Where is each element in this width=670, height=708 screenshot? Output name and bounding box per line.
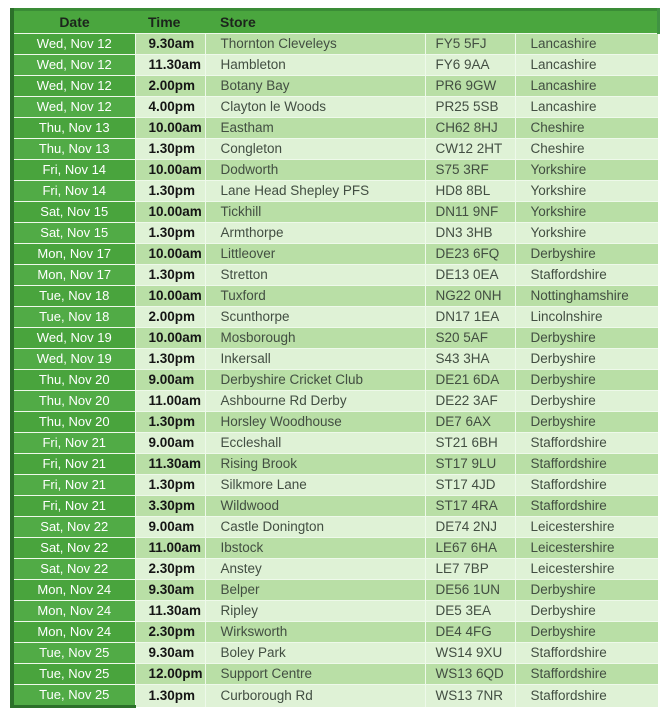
date-cell: Mon, Nov 24 bbox=[12, 601, 135, 622]
time-cell: 11.00am bbox=[135, 391, 205, 412]
time-cell: 3.30pm bbox=[135, 496, 205, 517]
table-row bbox=[12, 454, 658, 475]
county-cell: Derbyshire bbox=[515, 580, 658, 601]
county-cell: Cheshire bbox=[515, 139, 658, 160]
postcode-cell: DE23 6FQ bbox=[425, 244, 515, 265]
postcode-cell: S75 3RF bbox=[425, 160, 515, 181]
date-cell: Thu, Nov 20 bbox=[12, 370, 135, 391]
postcode-cell: ST17 4JD bbox=[425, 475, 515, 496]
table-row bbox=[12, 181, 658, 202]
county-cell: Staffordshire bbox=[515, 643, 658, 664]
store-cell: Eccleshall bbox=[205, 433, 425, 454]
date-cell: Mon, Nov 17 bbox=[12, 265, 135, 286]
date-cell: Mon, Nov 17 bbox=[12, 244, 135, 265]
postcode-cell: DN11 9NF bbox=[425, 202, 515, 223]
postcode-cell: NG22 0NH bbox=[425, 286, 515, 307]
store-cell: Clayton le Woods bbox=[205, 97, 425, 118]
time-cell: 4.00pm bbox=[135, 97, 205, 118]
table-row bbox=[12, 412, 658, 433]
store-cell: Tickhill bbox=[205, 202, 425, 223]
time-cell: 2.00pm bbox=[135, 76, 205, 97]
time-cell: 9.00am bbox=[135, 517, 205, 538]
store-cell: Inkersall bbox=[205, 349, 425, 370]
date-cell: Sat, Nov 22 bbox=[12, 559, 135, 580]
table-row bbox=[12, 139, 658, 160]
postcode-cell: DE22 3AF bbox=[425, 391, 515, 412]
county-cell: Staffordshire bbox=[515, 433, 658, 454]
header-store: Store bbox=[205, 10, 425, 34]
postcode-cell: PR25 5SB bbox=[425, 97, 515, 118]
county-cell: Lancashire bbox=[515, 55, 658, 76]
table-row bbox=[12, 118, 658, 139]
store-cell: Scunthorpe bbox=[205, 307, 425, 328]
time-cell: 11.30am bbox=[135, 454, 205, 475]
store-cell: Stretton bbox=[205, 265, 425, 286]
postcode-cell: WS14 9XU bbox=[425, 643, 515, 664]
date-cell: Fri, Nov 21 bbox=[12, 496, 135, 517]
time-cell: 9.00am bbox=[135, 433, 205, 454]
postcode-cell: LE7 7BP bbox=[425, 559, 515, 580]
postcode-cell: ST17 9LU bbox=[425, 454, 515, 475]
postcode-cell: DE21 6DA bbox=[425, 370, 515, 391]
county-cell: Leicestershire bbox=[515, 559, 658, 580]
county-cell: Staffordshire bbox=[515, 475, 658, 496]
store-cell: Lane Head Shepley PFS bbox=[205, 181, 425, 202]
table-row bbox=[12, 496, 658, 517]
county-cell: Lancashire bbox=[515, 97, 658, 118]
time-cell: 9.30am bbox=[135, 643, 205, 664]
store-cell: Botany Bay bbox=[205, 76, 425, 97]
date-cell: Tue, Nov 25 bbox=[12, 664, 135, 685]
table-row bbox=[12, 643, 658, 664]
county-cell: Yorkshire bbox=[515, 181, 658, 202]
date-cell: Fri, Nov 21 bbox=[12, 475, 135, 496]
table-row bbox=[12, 601, 658, 622]
time-cell: 2.00pm bbox=[135, 307, 205, 328]
date-cell: Thu, Nov 13 bbox=[12, 118, 135, 139]
store-cell: Tuxford bbox=[205, 286, 425, 307]
table-row bbox=[12, 223, 658, 244]
date-cell: Wed, Nov 12 bbox=[12, 34, 135, 55]
time-cell: 11.30am bbox=[135, 601, 205, 622]
date-cell: Wed, Nov 12 bbox=[12, 97, 135, 118]
county-cell: Lancashire bbox=[515, 76, 658, 97]
table-row bbox=[12, 370, 658, 391]
time-cell: 1.30pm bbox=[135, 181, 205, 202]
date-cell: Thu, Nov 13 bbox=[12, 139, 135, 160]
postcode-cell: FY6 9AA bbox=[425, 55, 515, 76]
time-cell: 1.30pm bbox=[135, 685, 205, 707]
table-row bbox=[12, 538, 658, 559]
store-cell: Littleover bbox=[205, 244, 425, 265]
postcode-cell: ST17 4RA bbox=[425, 496, 515, 517]
county-cell: Derbyshire bbox=[515, 412, 658, 433]
time-cell: 1.30pm bbox=[135, 265, 205, 286]
time-cell: 10.00am bbox=[135, 160, 205, 181]
time-cell: 11.00am bbox=[135, 538, 205, 559]
county-cell: Yorkshire bbox=[515, 202, 658, 223]
time-cell: 9.00am bbox=[135, 370, 205, 391]
time-cell: 1.30pm bbox=[135, 139, 205, 160]
date-cell: Fri, Nov 21 bbox=[12, 433, 135, 454]
county-cell: Yorkshire bbox=[515, 160, 658, 181]
postcode-cell: LE67 6HA bbox=[425, 538, 515, 559]
postcode-cell: PR6 9GW bbox=[425, 76, 515, 97]
postcode-cell: CH62 8HJ bbox=[425, 118, 515, 139]
table-row bbox=[12, 202, 658, 223]
table-row bbox=[12, 517, 658, 538]
store-cell: Dodworth bbox=[205, 160, 425, 181]
date-cell: Sat, Nov 15 bbox=[12, 223, 135, 244]
table-row bbox=[12, 244, 658, 265]
county-cell: Derbyshire bbox=[515, 349, 658, 370]
time-cell: 1.30pm bbox=[135, 412, 205, 433]
date-cell: Tue, Nov 25 bbox=[12, 643, 135, 664]
county-cell: Derbyshire bbox=[515, 370, 658, 391]
date-cell: Fri, Nov 14 bbox=[12, 181, 135, 202]
header-date: Date bbox=[12, 10, 135, 34]
postcode-cell: DE5 3EA bbox=[425, 601, 515, 622]
time-cell: 9.30am bbox=[135, 580, 205, 601]
store-cell: Ashbourne Rd Derby bbox=[205, 391, 425, 412]
table-row bbox=[12, 97, 658, 118]
store-cell: Eastham bbox=[205, 118, 425, 139]
store-cell: Curborough Rd bbox=[205, 685, 425, 707]
postcode-cell: ST21 6BH bbox=[425, 433, 515, 454]
postcode-cell: DE4 4FG bbox=[425, 622, 515, 643]
table-row bbox=[12, 328, 658, 349]
store-cell: Belper bbox=[205, 580, 425, 601]
date-cell: Thu, Nov 20 bbox=[12, 391, 135, 412]
date-cell: Wed, Nov 19 bbox=[12, 349, 135, 370]
county-cell: Staffordshire bbox=[515, 685, 658, 707]
postcode-cell: FY5 5FJ bbox=[425, 34, 515, 55]
date-cell: Sat, Nov 22 bbox=[12, 538, 135, 559]
store-cell: Silkmore Lane bbox=[205, 475, 425, 496]
table-row bbox=[12, 55, 658, 76]
table-row bbox=[12, 265, 658, 286]
postcode-cell: WS13 7NR bbox=[425, 685, 515, 707]
county-cell: Derbyshire bbox=[515, 244, 658, 265]
postcode-cell: DN17 1EA bbox=[425, 307, 515, 328]
store-cell: Armthorpe bbox=[205, 223, 425, 244]
store-cell: Boley Park bbox=[205, 643, 425, 664]
time-cell: 2.30pm bbox=[135, 559, 205, 580]
date-cell: Mon, Nov 24 bbox=[12, 580, 135, 601]
county-cell: Leicestershire bbox=[515, 538, 658, 559]
postcode-cell: DE56 1UN bbox=[425, 580, 515, 601]
store-cell: Thornton Cleveleys bbox=[205, 34, 425, 55]
county-cell: Yorkshire bbox=[515, 223, 658, 244]
time-cell: 10.00am bbox=[135, 286, 205, 307]
time-cell: 1.30pm bbox=[135, 475, 205, 496]
table-row bbox=[12, 559, 658, 580]
county-cell: Derbyshire bbox=[515, 622, 658, 643]
county-cell: Staffordshire bbox=[515, 265, 658, 286]
table-row bbox=[12, 160, 658, 181]
postcode-cell: CW12 2HT bbox=[425, 139, 515, 160]
county-cell: Lancashire bbox=[515, 34, 658, 55]
postcode-cell: HD8 8BL bbox=[425, 181, 515, 202]
table-row bbox=[12, 433, 658, 454]
schedule-table bbox=[10, 8, 660, 708]
store-cell: Wirksworth bbox=[205, 622, 425, 643]
table-row bbox=[12, 580, 658, 601]
table-row bbox=[12, 76, 658, 97]
date-cell: Tue, Nov 25 bbox=[12, 685, 135, 707]
time-cell: 10.00am bbox=[135, 328, 205, 349]
table-row bbox=[12, 286, 658, 307]
store-cell: Rising Brook bbox=[205, 454, 425, 475]
postcode-cell: DE7 6AX bbox=[425, 412, 515, 433]
date-cell: Fri, Nov 21 bbox=[12, 454, 135, 475]
store-cell: Ibstock bbox=[205, 538, 425, 559]
date-cell: Tue, Nov 18 bbox=[12, 286, 135, 307]
time-cell: 1.30pm bbox=[135, 349, 205, 370]
table-row bbox=[12, 391, 658, 412]
county-cell: Staffordshire bbox=[515, 454, 658, 475]
time-cell: 10.00am bbox=[135, 244, 205, 265]
postcode-cell: DE74 2NJ bbox=[425, 517, 515, 538]
county-cell: Lincolnshire bbox=[515, 307, 658, 328]
county-cell: Staffordshire bbox=[515, 664, 658, 685]
time-cell: 10.00am bbox=[135, 202, 205, 223]
county-cell: Nottinghamshire bbox=[515, 286, 658, 307]
table-row bbox=[12, 664, 658, 685]
county-cell: Derbyshire bbox=[515, 601, 658, 622]
date-cell: Fri, Nov 14 bbox=[12, 160, 135, 181]
date-cell: Thu, Nov 20 bbox=[12, 412, 135, 433]
header-time: Time bbox=[135, 10, 205, 34]
store-cell: Congleton bbox=[205, 139, 425, 160]
county-cell: Staffordshire bbox=[515, 496, 658, 517]
postcode-cell: S43 3HA bbox=[425, 349, 515, 370]
header-row bbox=[12, 10, 658, 34]
store-cell: Horsley Woodhouse bbox=[205, 412, 425, 433]
postcode-cell: WS13 6QD bbox=[425, 664, 515, 685]
store-cell: Hambleton bbox=[205, 55, 425, 76]
date-cell: Wed, Nov 19 bbox=[12, 328, 135, 349]
county-cell: Derbyshire bbox=[515, 391, 658, 412]
postcode-cell: S20 5AF bbox=[425, 328, 515, 349]
store-cell: Support Centre bbox=[205, 664, 425, 685]
time-cell: 11.30am bbox=[135, 55, 205, 76]
date-cell: Mon, Nov 24 bbox=[12, 622, 135, 643]
store-visit-schedule bbox=[10, 8, 660, 708]
time-cell: 10.00am bbox=[135, 118, 205, 139]
table-row bbox=[12, 622, 658, 643]
postcode-cell: DN3 3HB bbox=[425, 223, 515, 244]
county-cell: Leicestershire bbox=[515, 517, 658, 538]
county-cell: Derbyshire bbox=[515, 328, 658, 349]
county-cell: Cheshire bbox=[515, 118, 658, 139]
date-cell: Sat, Nov 22 bbox=[12, 517, 135, 538]
store-cell: Wildwood bbox=[205, 496, 425, 517]
time-cell: 2.30pm bbox=[135, 622, 205, 643]
postcode-cell: DE13 0EA bbox=[425, 265, 515, 286]
table-row bbox=[12, 349, 658, 370]
time-cell: 9.30am bbox=[135, 34, 205, 55]
header-county bbox=[515, 10, 658, 34]
time-cell: 1.30pm bbox=[135, 223, 205, 244]
header-postcode bbox=[425, 10, 515, 34]
date-cell: Wed, Nov 12 bbox=[12, 76, 135, 97]
store-cell: Castle Donington bbox=[205, 517, 425, 538]
store-cell: Derbyshire Cricket Club bbox=[205, 370, 425, 391]
date-cell: Tue, Nov 18 bbox=[12, 307, 135, 328]
store-cell: Ripley bbox=[205, 601, 425, 622]
store-cell: Anstey bbox=[205, 559, 425, 580]
date-cell: Sat, Nov 15 bbox=[12, 202, 135, 223]
date-cell: Wed, Nov 12 bbox=[12, 55, 135, 76]
table-row bbox=[12, 685, 658, 707]
table-row bbox=[12, 307, 658, 328]
store-cell: Mosborough bbox=[205, 328, 425, 349]
time-cell: 12.00pm bbox=[135, 664, 205, 685]
table-row bbox=[12, 34, 658, 55]
table-row bbox=[12, 475, 658, 496]
